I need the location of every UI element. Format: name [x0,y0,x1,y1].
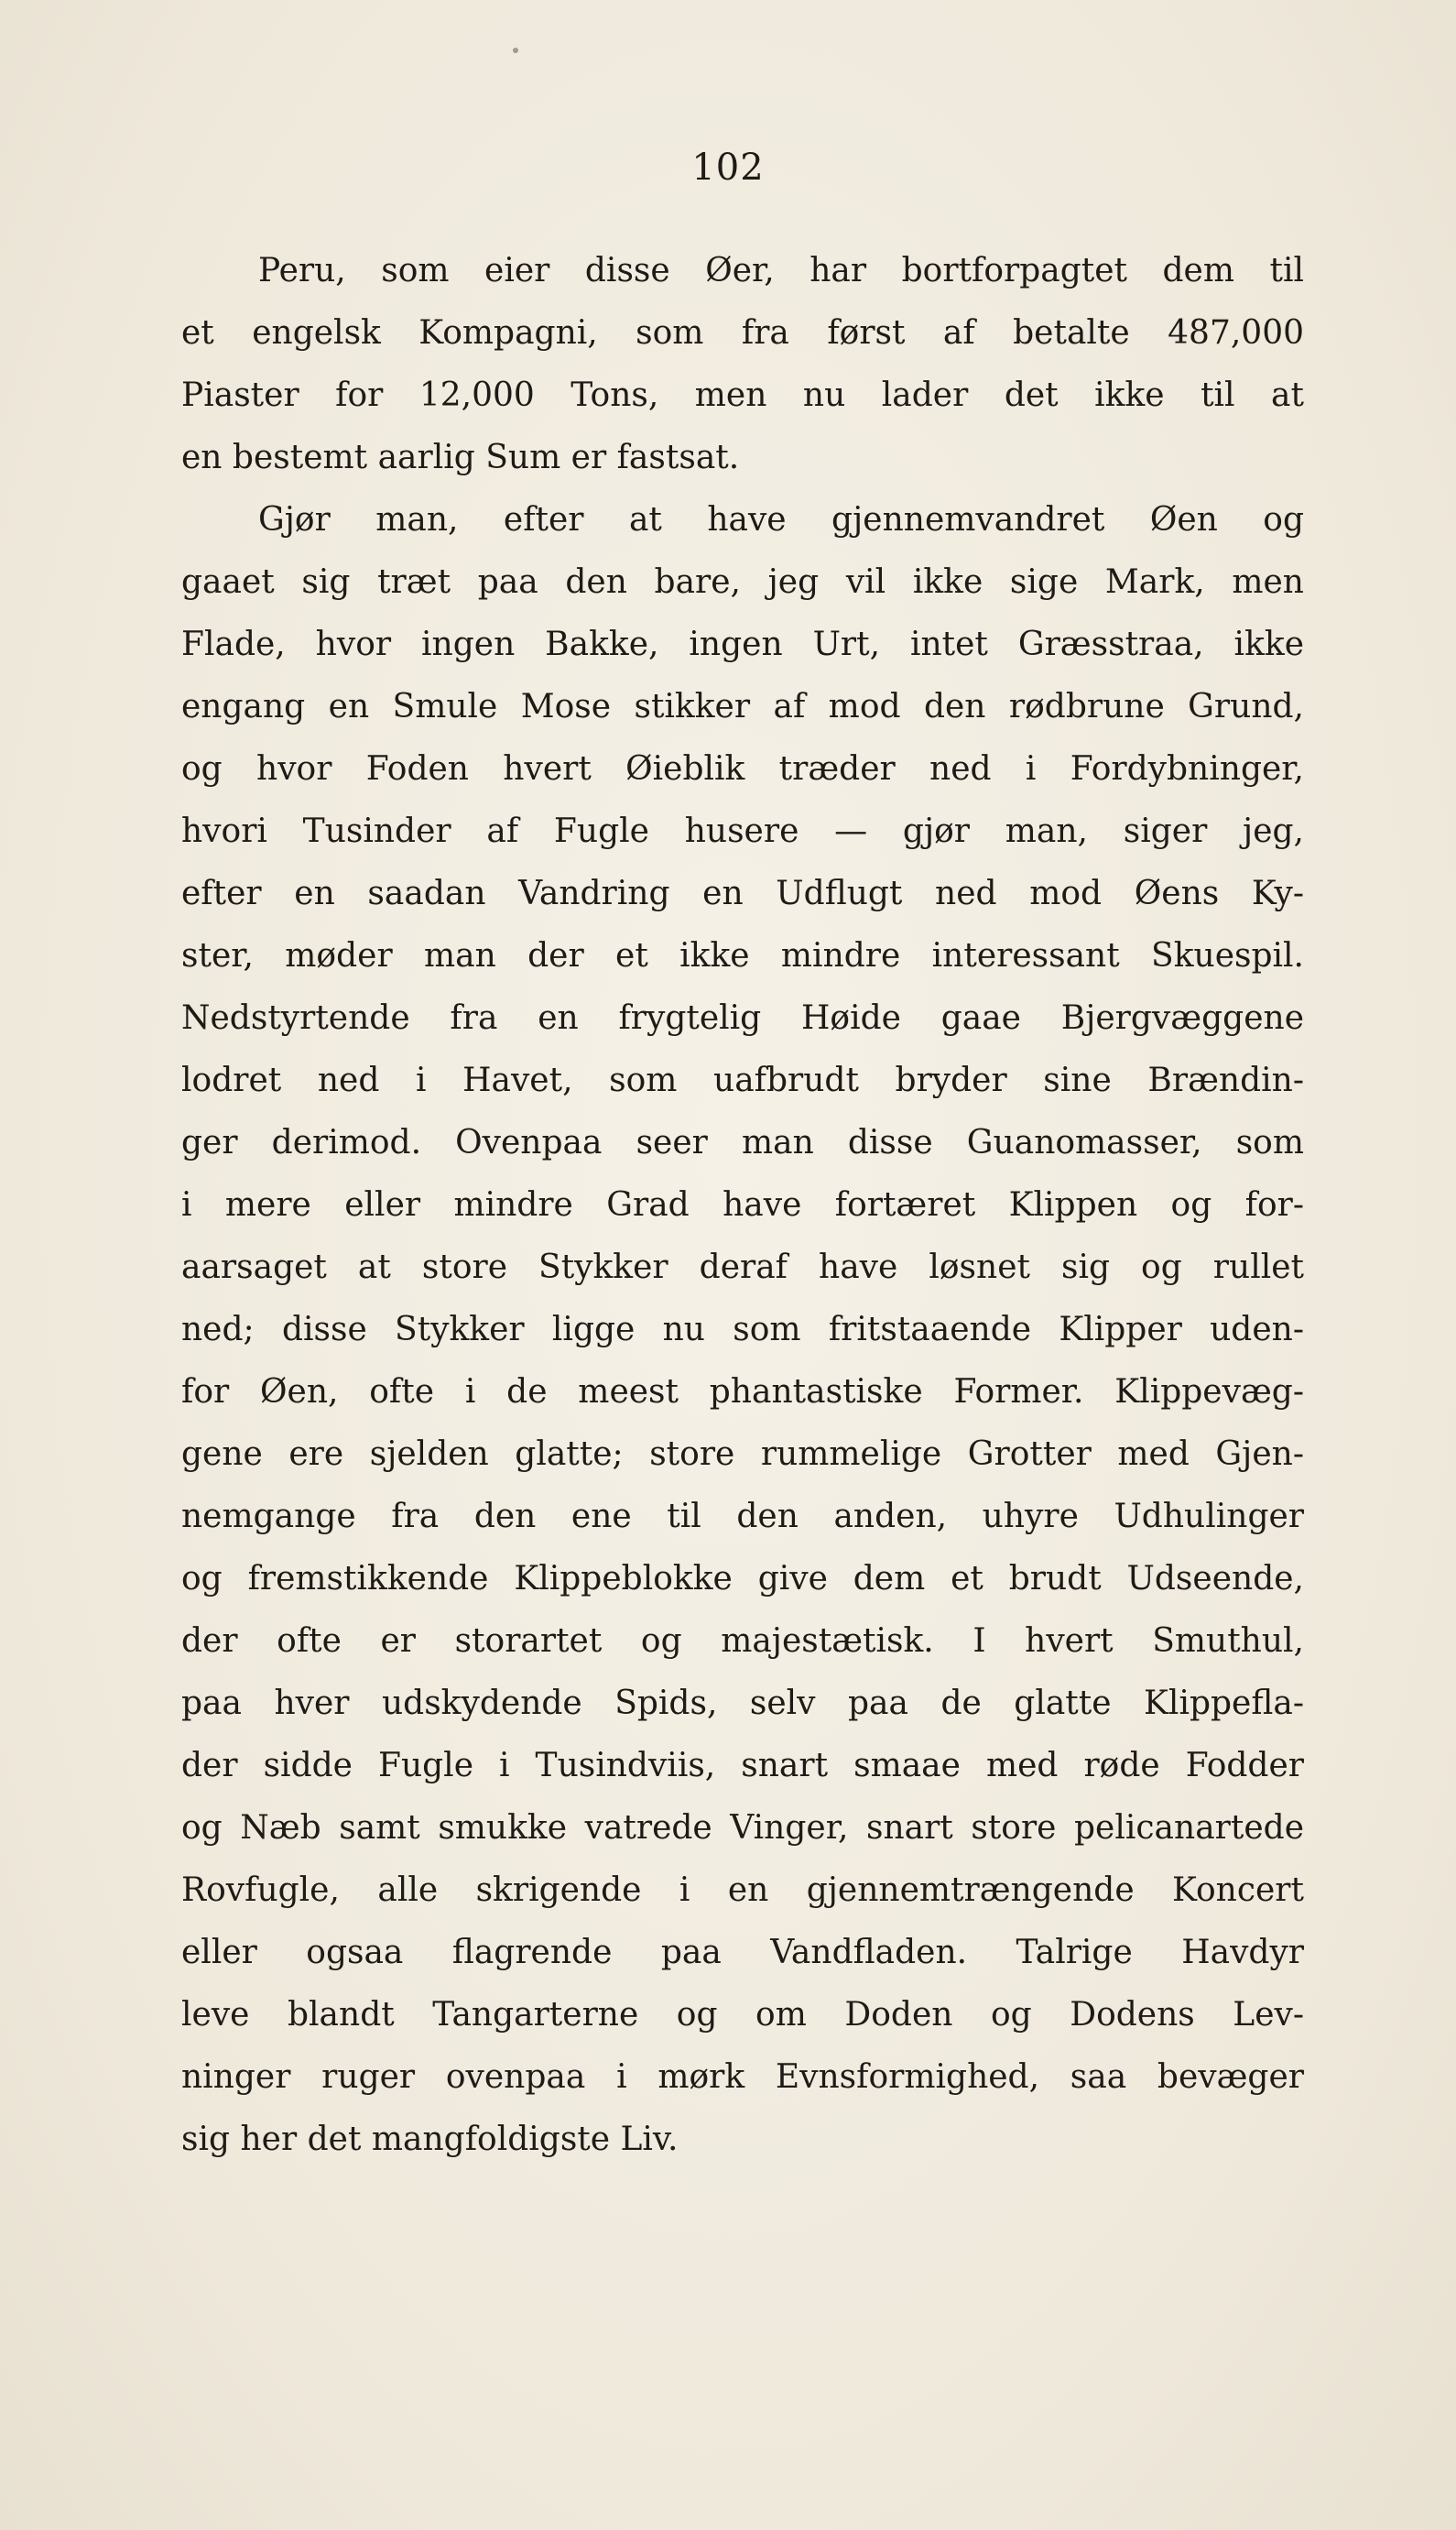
text-line: ned; disse Stykker ligge nu som fritstaaende Klipper uden- [181,1311,1304,1348]
text-line: der sidde Fugle i Tusindviis, snart smaae med røde Fodder [181,1747,1304,1784]
text-line: og fremstikkende Klippeblokke give dem et brudt Udseende, [181,1560,1304,1598]
text-line: og hvor Foden hvert Øieblik træder ned i Fordybninger, [181,750,1304,788]
text-line: aarsaget at store Stykker deraf have løsnet sig og rullet [181,1249,1304,1286]
paragraph-1 [181,240,1304,489]
text-line: der ofte er storartet og majestætisk. I hvert Smuthul, [181,1622,1304,1660]
body-text [181,240,1304,2171]
text-line: leve blandt Tangarterne og om Doden og Dodens Lev- [181,1996,1304,2034]
text-line: ger derimod. Ovenpaa seer man disse Guanomasser, som [181,1124,1304,1161]
text-line: lodret ned i Havet, som uafbrudt bryder sine Brændin- [181,1062,1304,1099]
page-number: 102 [691,147,765,189]
text-line: for Øen, ofte i de meest phantastiske Former. Klippevæg- [181,1373,1304,1411]
text-line: Gjør man, efter at have gjennemvandret Øen og [258,501,1304,539]
text-line: paa hver udskydende Spids, selv paa de glatte Klippefla- [181,1685,1304,1722]
text-line: efter en saadan Vandring en Udflugt ned mod Øens Ky- [181,875,1304,912]
text-line: en bestemt aarlig Sum er fastsat. [181,439,740,476]
text-line: Nedstyrtende fra en frygtelig Høide gaae Bjergvæggene [181,999,1304,1037]
text-line: hvori Tusinder af Fugle husere — gjør man, siger jeg, [181,812,1304,850]
paragraph-2 [181,489,1304,2171]
text-line: eller ogsaa flagrende paa Vandfladen. Talrige Havdyr [181,1934,1304,1971]
text-line: Rovfugle, alle skrigende i en gjennemtrængende Koncert [181,1871,1304,1909]
text-line: nemgange fra den ene til den anden, uhyre Udhulinger [181,1498,1304,1535]
text-line: sig her det mangfoldigste Liv. [181,2121,679,2158]
text-line: og Næb samt smukke vatrede Vinger, snart store pelicanartede [181,1809,1304,1847]
ink-speck [513,48,518,53]
text-line: gaaet sig træt paa den bare, jeg vil ikke sige Mark, men [181,563,1304,601]
text-line: et engelsk Kompagni, som fra først af betalte 487,000 [181,314,1304,352]
text-line: i mere eller mindre Grad have fortæret Klippen og for- [181,1186,1304,1224]
text-line: Flade, hvor ingen Bakke, ingen Urt, intet Græsstraa, ikke [181,626,1304,663]
text-line: Peru, som eier disse Øer, har bortforpagtet dem til [258,252,1304,289]
text-line: ster, møder man der et ikke mindre interessant Skuespil. [181,937,1304,975]
text-line: Piaster for 12,000 Tons, men nu lader det ikke til at [181,376,1304,414]
text-line: ninger ruger ovenpaa i mørk Evnsformighed, saa bevæger [181,2058,1304,2096]
text-line: gene ere sjelden glatte; store rummelige Grotter med Gjen- [181,1435,1304,1473]
text-line: engang en Smule Mose stikker af mod den rødbrune Grund, [181,688,1304,725]
